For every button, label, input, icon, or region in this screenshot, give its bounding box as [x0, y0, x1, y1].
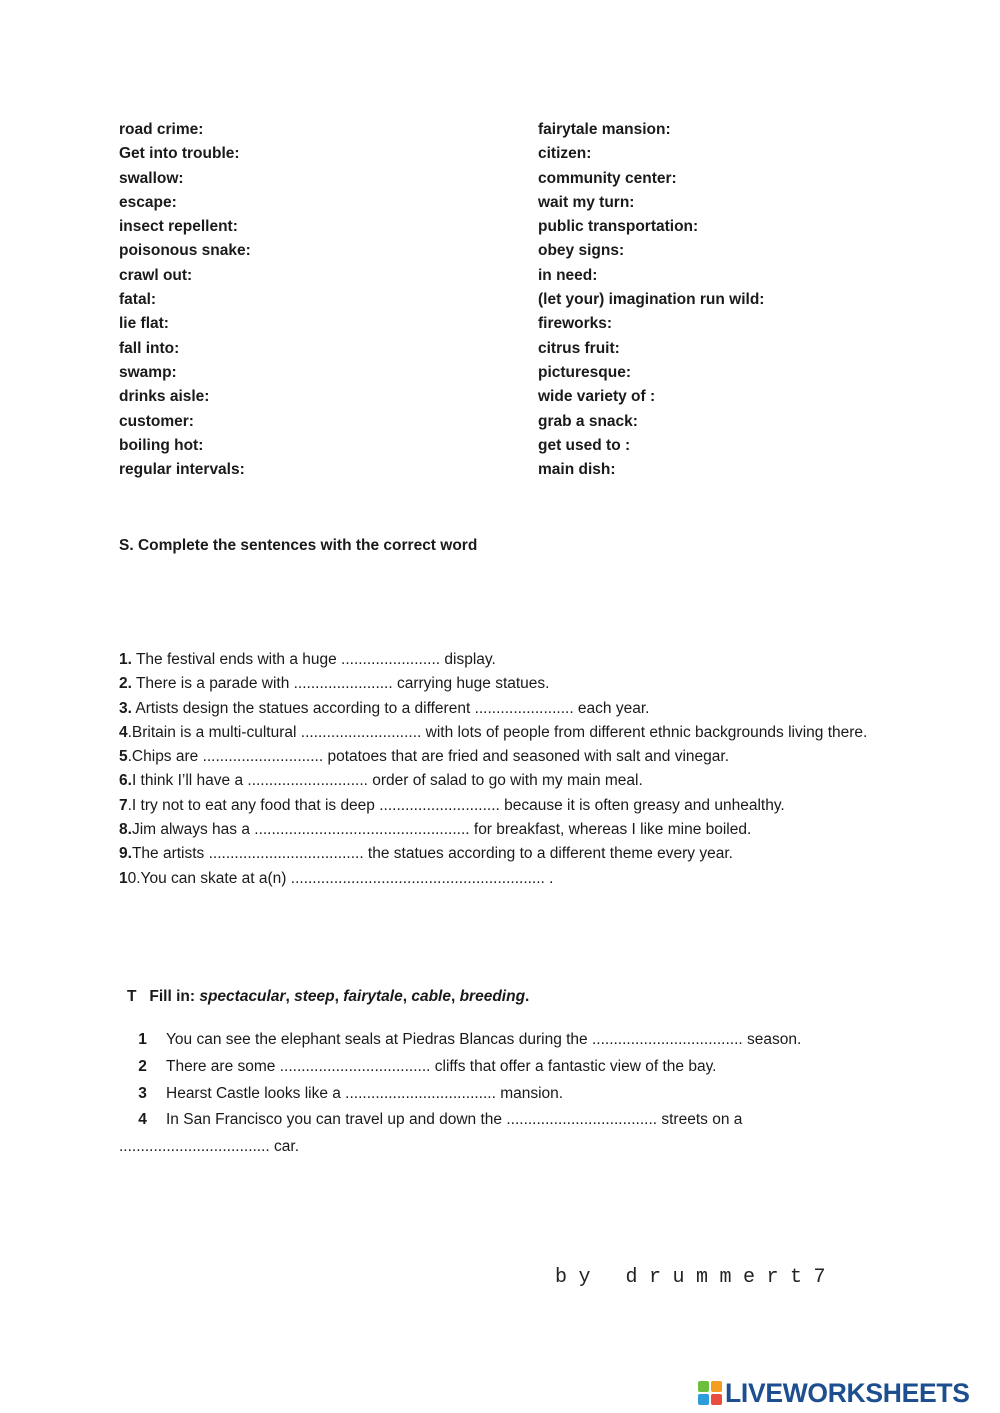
sentence-item	[119, 745, 879, 769]
vocab-term: poisonous snake:	[119, 242, 251, 260]
sentence-text: Artists design the statues according to a different ....................... each year.	[131, 699, 650, 717]
vocab-term: get used to :	[538, 436, 631, 454]
sentence-number: 8.	[119, 821, 132, 839]
liveworksheets-logo-icon	[698, 1381, 722, 1405]
sentence-item	[119, 697, 879, 721]
fill-in-text: There are some ................................... cliffs that offer a fantastic view of the bay.	[166, 1057, 717, 1075]
word-bank-word: breeding	[459, 988, 526, 1005]
sentence-text: .Chips are ............................ potatoes that are fried and seasoned with salt and vinegar.	[127, 748, 730, 766]
vocab-term: public transportation:	[538, 218, 699, 236]
vocab-term: fatal:	[119, 291, 157, 309]
vocab-term: citizen:	[538, 145, 592, 163]
word-bank-word: fairytale	[343, 988, 403, 1005]
vocab-term: fireworks:	[538, 315, 613, 333]
fill-in-item	[119, 1107, 879, 1134]
vocab-term: Get into trouble:	[119, 145, 240, 163]
word-separator: ,	[334, 988, 344, 1005]
vocab-term: crawl out:	[119, 266, 193, 284]
sentence-item	[119, 672, 879, 696]
section-t-heading	[127, 988, 529, 1006]
sentence-text: The festival ends with a huge ....................... display.	[131, 651, 496, 668]
sentence-number: 1.	[119, 651, 132, 668]
vocab-term: escape:	[119, 193, 177, 211]
vocab-term: swamp:	[119, 363, 177, 381]
fill-in-text: In San Francisco you can travel up and down the ................................... streets on a	[166, 1111, 743, 1129]
section-s-heading: S. Complete the sentences with the correct word	[119, 537, 478, 554]
sentence-text: .Britain is a multi-cultural ............................ with lots of people from different ethnic backgrounds living there.	[127, 723, 868, 741]
sentence-number: 6.	[119, 772, 132, 790]
author-byline: by drummert7	[555, 1266, 838, 1289]
vocab-term: citrus fruit:	[538, 339, 620, 357]
fill-in-item	[119, 1081, 879, 1108]
sentence-text: .I try not to eat any food that is deep ............................ because it is often greasy and unhealthy.	[127, 796, 785, 814]
logo-text: LIVEWORKSHEETS	[725, 1377, 970, 1408]
sentence-item	[119, 842, 879, 866]
section-t-heading-end: .	[525, 988, 530, 1005]
sentence-number: 4	[119, 723, 128, 741]
sentence-item	[119, 818, 879, 842]
sentence-number: 5	[119, 748, 128, 766]
vocabulary-right-column	[538, 118, 764, 482]
sentence-number: 2.	[119, 675, 132, 693]
vocab-term: regular intervals:	[119, 461, 245, 479]
vocab-term: customer:	[119, 412, 194, 430]
sentence-item	[119, 648, 879, 672]
vocab-term: (let your) imagination run wild:	[538, 291, 765, 309]
sentence-item	[119, 794, 879, 818]
vocab-term: wait my turn:	[538, 193, 635, 211]
sentence-text: Jim always has a .................................................. for breakfast, whereas I like mine boiled.	[131, 821, 752, 839]
fill-in-item	[119, 1054, 879, 1081]
section-t-word-bank	[199, 988, 525, 1005]
vocab-term: community center:	[538, 169, 677, 187]
vocab-term: grab a snack:	[538, 412, 638, 430]
vocab-term: road crime:	[119, 121, 204, 138]
sentence-text: There is a parade with ....................... carrying huge statues.	[131, 675, 550, 693]
section-t-label: T	[127, 988, 137, 1005]
fill-in-number: 3	[138, 1084, 147, 1102]
vocab-term: main dish:	[538, 461, 616, 479]
fill-in-text: Hearst Castle looks like a ................................... mansion.	[166, 1084, 564, 1102]
vocab-term: in need:	[538, 266, 598, 284]
sentence-number: 1	[119, 869, 128, 887]
vocab-term: boiling hot:	[119, 436, 204, 454]
section-s-sentence-list	[119, 648, 879, 891]
word-separator: ,	[402, 988, 412, 1005]
fill-in-number: 2	[138, 1057, 147, 1075]
sentence-text: I think I’ll have a ............................ order of salad to go with my main meal.	[131, 772, 643, 790]
fill-in-text: You can see the elephant seals at Piedras Blancas during the ................................... season.	[166, 1031, 802, 1048]
sentence-item	[119, 867, 879, 891]
sentence-item	[119, 769, 879, 793]
fill-in-item	[119, 1027, 879, 1054]
vocab-term: wide variety of :	[538, 388, 656, 406]
vocab-term: obey signs:	[538, 242, 625, 260]
fill-in-number: 1	[138, 1031, 147, 1048]
vocab-term: fairytale mansion:	[538, 121, 671, 138]
word-bank-word: cable	[411, 988, 451, 1005]
vocab-term: picturesque:	[538, 363, 632, 381]
liveworksheets-logo	[698, 1378, 970, 1408]
sentence-number: 3.	[119, 699, 132, 717]
sentence-item	[119, 721, 879, 745]
vocab-term: swallow:	[119, 169, 184, 187]
sentence-text: The artists .................................... the statues according to a different theme every year.	[131, 845, 733, 863]
vocab-term: fall into:	[119, 339, 180, 357]
vocab-term: lie flat:	[119, 315, 169, 333]
fill-in-continuation: ................................... car.	[119, 1138, 300, 1156]
vocabulary-left-column	[119, 118, 251, 482]
word-bank-word: steep	[294, 988, 335, 1005]
sentence-number: 7	[119, 796, 128, 814]
vocab-term: drinks aisle:	[119, 388, 210, 406]
word-separator: ,	[450, 988, 460, 1005]
section-t-heading-prefix: Fill in:	[149, 988, 200, 1005]
vocab-term: insect repellent:	[119, 218, 238, 236]
word-bank-word: spectacular	[199, 988, 286, 1005]
sentence-text: 0.You can skate at a(n) ........................................................... .	[127, 869, 554, 887]
word-separator: ,	[285, 988, 295, 1005]
fill-in-number: 4	[138, 1111, 147, 1129]
sentence-number: 9.	[119, 845, 132, 863]
section-t-sentence-list	[119, 1027, 879, 1161]
